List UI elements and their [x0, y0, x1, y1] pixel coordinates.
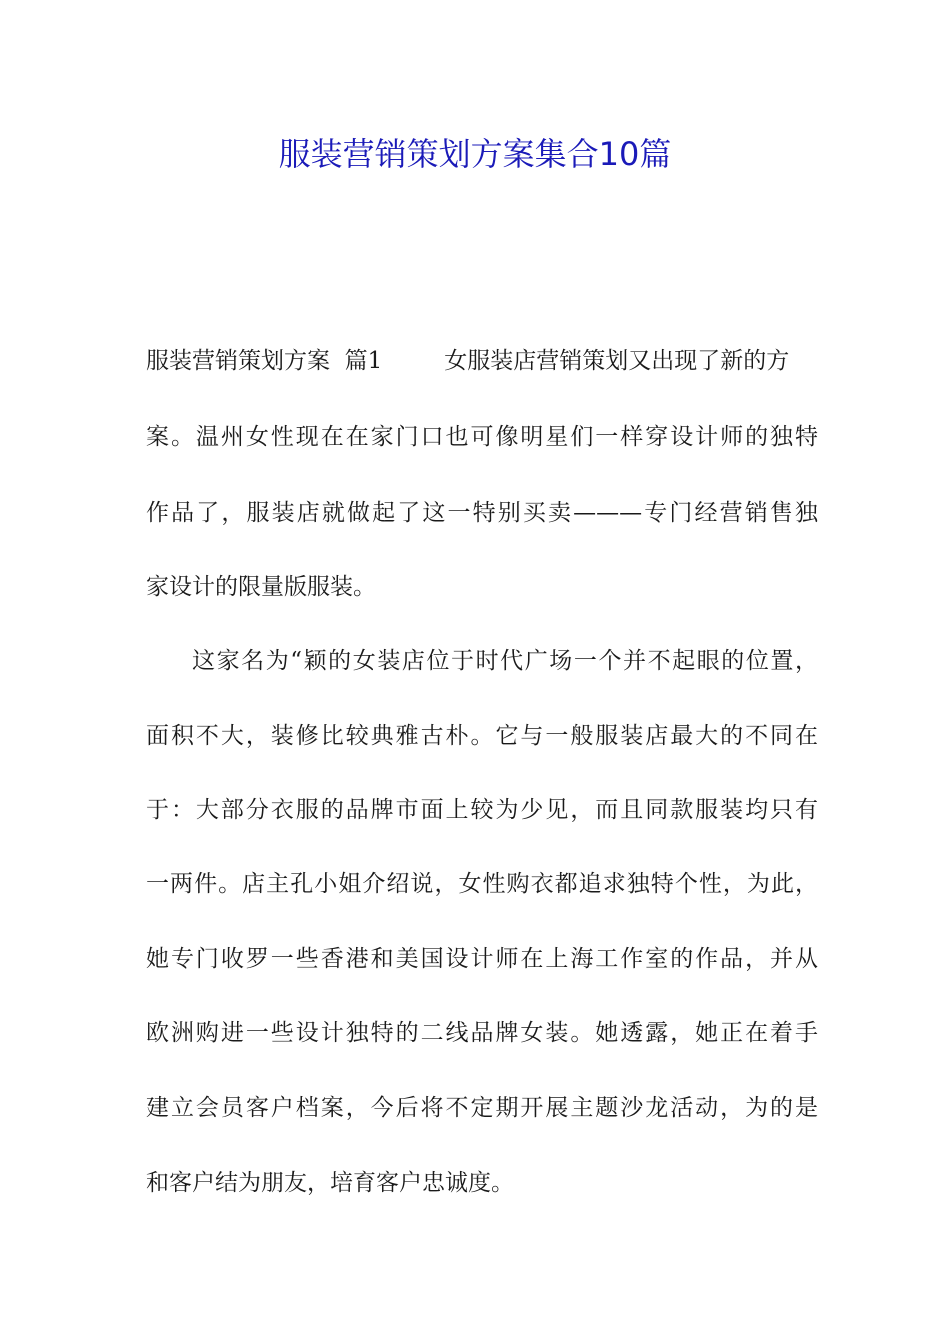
paragraph-2-line-3: 于：大部分衣服的品牌市面上较为少见，而且同款服装均只有: [146, 797, 818, 823]
paragraph-1-text-start: 女服装店营销策划又出现了新的方: [444, 348, 790, 374]
paragraph-1-line-3: 作品了，服装店就做起了这一特别买卖———专门经营销售独: [146, 500, 818, 526]
paragraph-2-line-1: 这家名为“颖的女装店位于时代广场一个并不起眼的位置，: [192, 648, 818, 674]
paragraph-2-line-8: 和客户结为朋友，培育客户忠诚度。: [146, 1170, 514, 1196]
paragraph-1-line-2: 案。温州女性现在在家门口也可像明星们一样穿设计师的独特: [146, 424, 818, 450]
paragraph-2-line-6: 欧洲购进一些设计独特的二线品牌女装。她透露，她正在着手: [146, 1020, 818, 1046]
paragraph-2-line-2: 面积不大，装修比较典雅古朴。它与一般服装店最大的不同在: [146, 723, 818, 749]
paragraph-1-line-4: 家设计的限量版服装。: [146, 574, 376, 600]
document-title: 服装营销策划方案集合10篇: [278, 135, 672, 173]
paragraph-2-line-7: 建立会员客户档案，今后将不定期开展主题沙龙活动，为的是: [146, 1095, 818, 1121]
paragraph-2-line-5: 她专门收罗一些香港和美国设计师在上海工作室的作品，并从: [146, 946, 818, 972]
paragraph-1-line-1: [146, 341, 818, 381]
paragraph-2-line-4: 一两件。店主孔小姐介绍说，女性购衣都追求独特个性，为此，: [146, 871, 818, 897]
section-heading: 服装营销策划方案 篇1: [146, 348, 383, 374]
